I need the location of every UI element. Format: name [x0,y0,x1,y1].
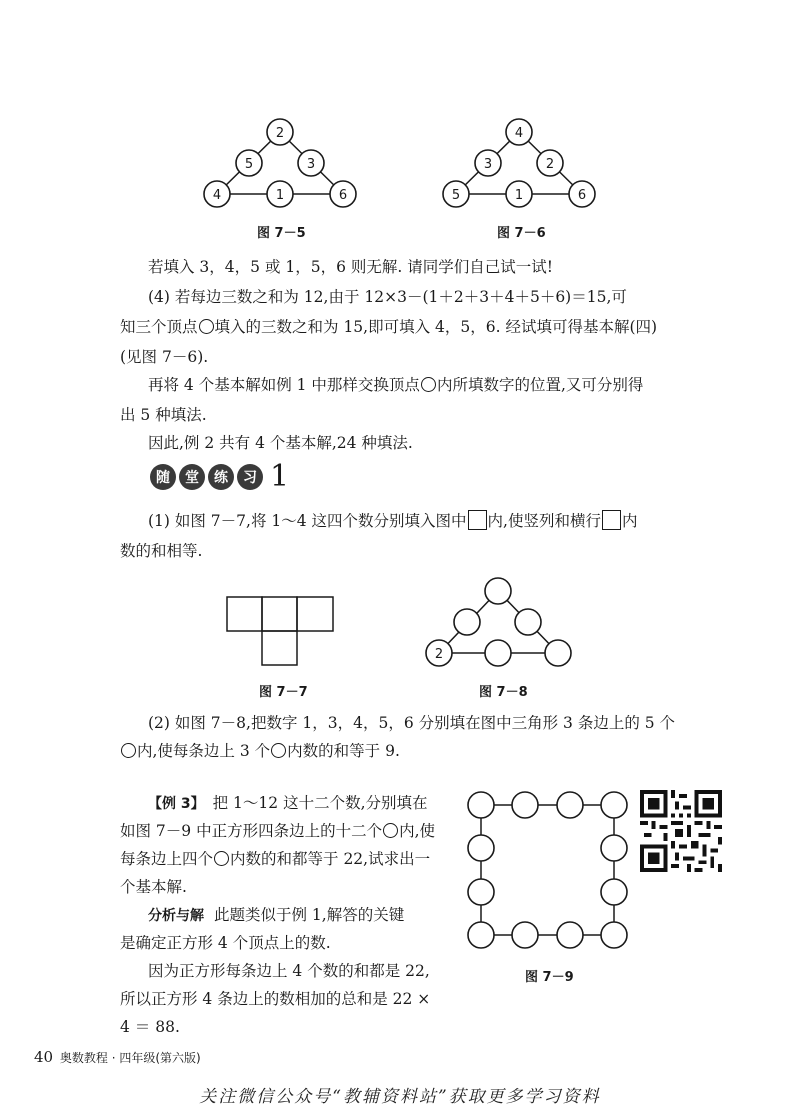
section-badge-char: 随 [150,464,176,490]
text-segment: 内数的和都等于 22,试求出一 [230,850,431,868]
circle-right-mid-number: 2 [545,157,555,172]
text-segment: 每条边上四个 [120,850,214,868]
circle-bottom-left-number: 2 [434,647,444,662]
text-segment: 内,使竖列和横行 [487,512,601,530]
circle-bottom-right-number: 6 [338,188,348,203]
qr-code[interactable] [640,790,722,872]
example-3-line3 [120,844,460,874]
circle-top-number: 2 [275,126,285,141]
analysis-label: 分析与解 [148,908,204,924]
analysis-line1 [148,900,468,931]
circle-bottom-right-number: 6 [577,188,587,203]
text-segment: 如图 7－9 中正方形四条边上的十二个 [120,822,383,840]
paragraph-swap-line1 [148,370,718,400]
circle-symbol-icon [383,823,398,838]
text-segment: 填入的三数之和为 15,即可填入 4，5，6. 经试填可得基本解(四) [214,318,658,336]
example-3-label: 【例 3】 [148,796,205,812]
circle-symbol-icon [199,319,214,334]
figure-7-8-caption: 图 7－8 [479,685,528,700]
figure-7-6-caption: 图 7－6 [497,226,546,241]
book-title: 奥数教程 · 四年级(第六版) [59,1051,201,1065]
figure-7-7 [226,596,336,668]
text-segment: 内,使每条边上 3 个 [137,742,271,760]
text-segment: 内所填数字的位置,又可分别得 [436,376,644,394]
watermark-text: 关注微信公众号“教辅资料站”获取更多学习资料 [199,1087,601,1107]
circle-symbol-icon [121,743,136,758]
section-badge-char: 习 [237,464,263,490]
figure-7-7-caption: 图 7－7 [259,685,308,700]
exercise-2-line1: (2) 如图 7－8,把数字 1，3，4，5，6 分别填在图中三角形 3 条边上的 5 个 [148,714,676,732]
text-segment: 再将 4 个基本解如例 1 中那样交换顶点 [148,376,420,394]
example-3-line2 [120,816,460,846]
page-footer [34,1048,201,1066]
paragraph-case4-line3: (见图 7－6). [120,348,209,366]
paragraph-case4-line2 [120,312,690,342]
example-3-line4: 个基本解. [120,878,187,896]
text-segment: 内 [621,512,638,530]
text-segment: 此题类似于例 1,解答的关键 [214,906,405,924]
circle-right-mid-number: 3 [306,157,316,172]
text-segment: 知三个顶点 [120,318,198,336]
circle-bottom-mid-number: 1 [514,188,524,203]
circle-bottom-left-number: 4 [212,188,222,203]
exercise-2-line2 [120,736,690,766]
example-3-line1 [148,788,468,819]
paragraph-conclusion: 因此,例 2 共有 4 个基本解,24 种填法. [148,434,413,452]
page-number: 40 [34,1048,54,1066]
reasoning-line3: 4 ＝ 88. [120,1018,180,1036]
paragraph-no-solution: 若填入 3，4，5 或 1，5，6 则无解. 请同学们自己试一试! [148,258,553,276]
circle-top-number: 4 [514,126,524,141]
circle-left-mid-number: 5 [244,157,254,172]
figure-7-6 [434,112,604,212]
paragraph-swap-line2: 出 5 种填法. [120,406,207,424]
figure-7-9 [463,787,635,955]
section-number: 1 [270,459,290,494]
reasoning-line1: 因为正方形每条边上 4 个数的和都是 22, [148,962,430,980]
circle-symbol-icon [214,851,229,866]
figure-7-9-caption: 图 7－9 [525,970,574,985]
figure-7-5-caption: 图 7－5 [257,226,306,241]
figure-7-8 [420,573,580,673]
analysis-line2: 是确定正方形 4 个顶点上的数. [120,934,331,952]
square-symbol-icon [468,510,487,530]
square-symbol-icon [602,510,621,530]
exercise-1-line1 [148,506,718,536]
text-segment: 内,使 [399,822,436,840]
circle-symbol-icon [421,377,436,392]
reasoning-line2: 所以正方形 4 条边上的数相加的总和是 22 × [120,990,431,1008]
section-badge-char: 练 [208,464,234,490]
circle-bottom-left-number: 5 [451,188,461,203]
section-heading [150,459,290,494]
text-segment: (1) 如图 7－7,将 1～4 这四个数分别填入图中 [148,512,467,530]
section-badge-char: 堂 [179,464,205,490]
text-segment: 内数的和等于 9. [287,742,400,760]
exercise-1-line2: 数的和相等. [120,542,203,560]
circle-bottom-mid-number: 1 [275,188,285,203]
text-segment: 把 1～12 这十二个数,分别填在 [212,794,428,812]
circle-symbol-icon [271,743,286,758]
figure-7-5 [195,112,365,212]
paragraph-case4-line1: (4) 若每边三数之和为 12,由于 12×3－(1＋2＋3＋4＋5＋6)＝15,可 [148,288,627,306]
circle-left-mid-number: 3 [483,157,493,172]
